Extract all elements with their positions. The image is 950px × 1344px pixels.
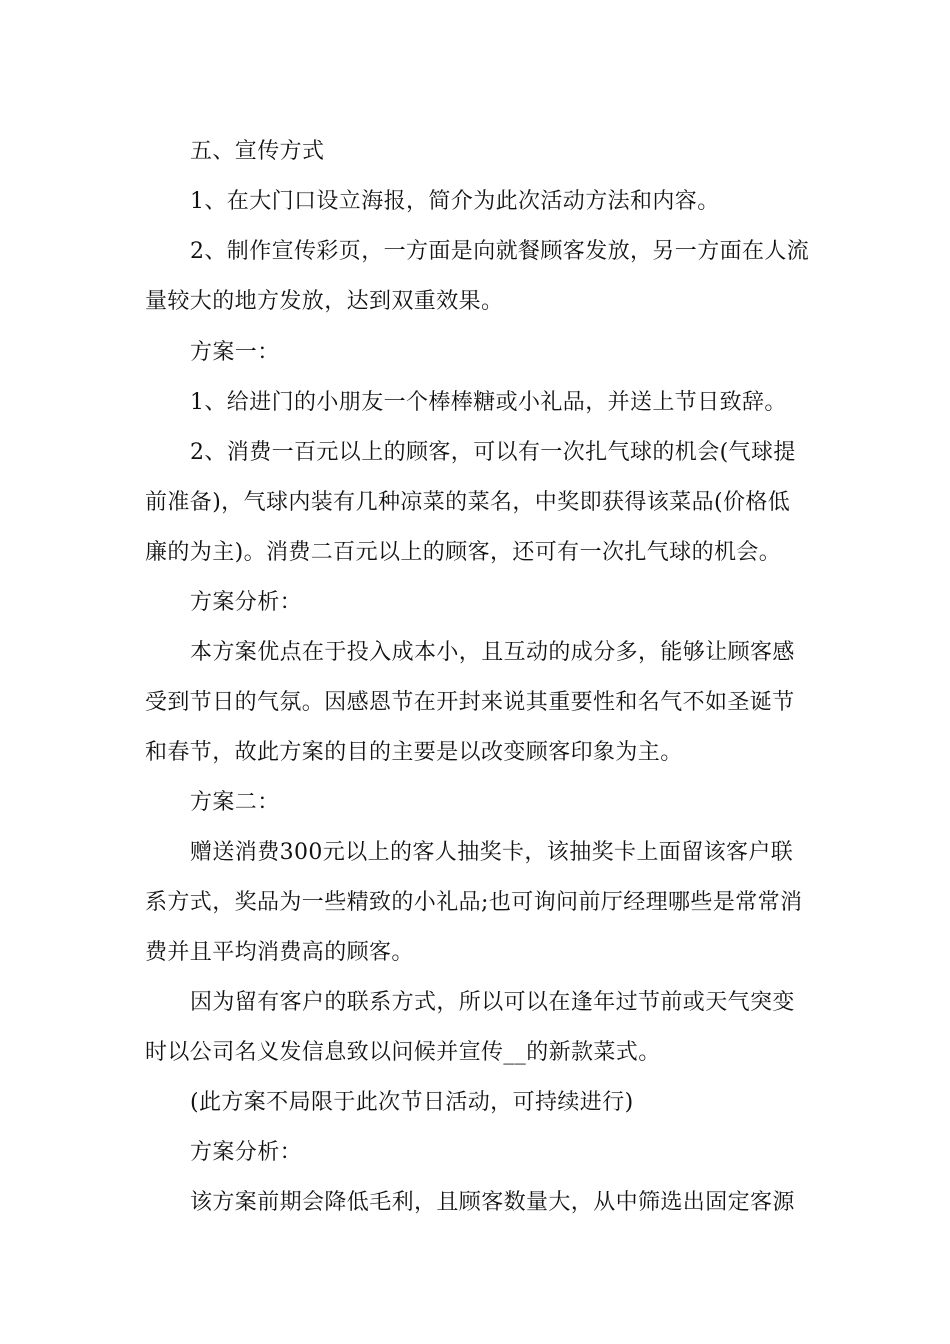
paragraph-line: 1、在大门口设立海报，简介为此次活动方法和内容。: [190, 189, 720, 214]
paragraph-line: 1、给进门的小朋友一个棒棒糖或小礼品，并送上节日致辞。: [190, 390, 787, 415]
paragraph-line: 前准备)，气球内装有几种凉菜的菜名，中奖即获得该菜品(价格低: [145, 490, 791, 515]
paragraph-line: 该方案前期会降低毛利，且顾客数量大，从中筛选出固定客源: [190, 1190, 795, 1215]
paragraph-line: 赠送消费300元以上的客人抽奖卡，该抽奖卡上面留该客户联: [190, 840, 794, 865]
paragraph-line: 受到节日的气氛。因感恩节在开封来说其重要性和名气不如圣诞节: [145, 690, 795, 715]
plan-heading: 方案二：: [190, 790, 280, 815]
paragraph-line: 廉的为主)。消费二百元以上的顾客，还可有一次扎气球的机会。: [145, 540, 782, 565]
analysis-heading: 方案分析：: [190, 590, 303, 615]
paragraph-line: 系方式，奖品为一些精致的小礼品;也可询问前厅经理哪些是常常消: [145, 890, 803, 915]
section-heading: 五、宣传方式: [190, 139, 325, 164]
paragraph-line: 2、消费一百元以上的顾客，可以有一次扎气球的机会(气球提: [190, 440, 796, 465]
paragraph-line: 时以公司名义发信息致以问候并宣传__的新款菜式。: [145, 1040, 661, 1065]
analysis-heading: 方案分析：: [190, 1140, 303, 1165]
paragraph-line: (此方案不局限于此次节日活动，可持续进行): [190, 1090, 634, 1115]
paragraph-line: 本方案优点在于投入成本小，且互动的成分多，能够让顾客感: [190, 640, 795, 665]
paragraph-line: 因为留有客户的联系方式，所以可以在逢年过节前或天气突变: [190, 990, 795, 1015]
paragraph-line: 和春节，故此方案的目的主要是以改变顾客印象为主。: [145, 740, 683, 765]
plan-heading: 方案一：: [190, 340, 280, 365]
paragraph-line: 费并且平均消费高的顾客。: [145, 940, 414, 965]
paragraph-line: 2、制作宣传彩页，一方面是向就餐顾客发放，另一方面在人流: [190, 239, 810, 264]
paragraph-line: 量较大的地方发放，达到双重效果。: [145, 289, 504, 314]
